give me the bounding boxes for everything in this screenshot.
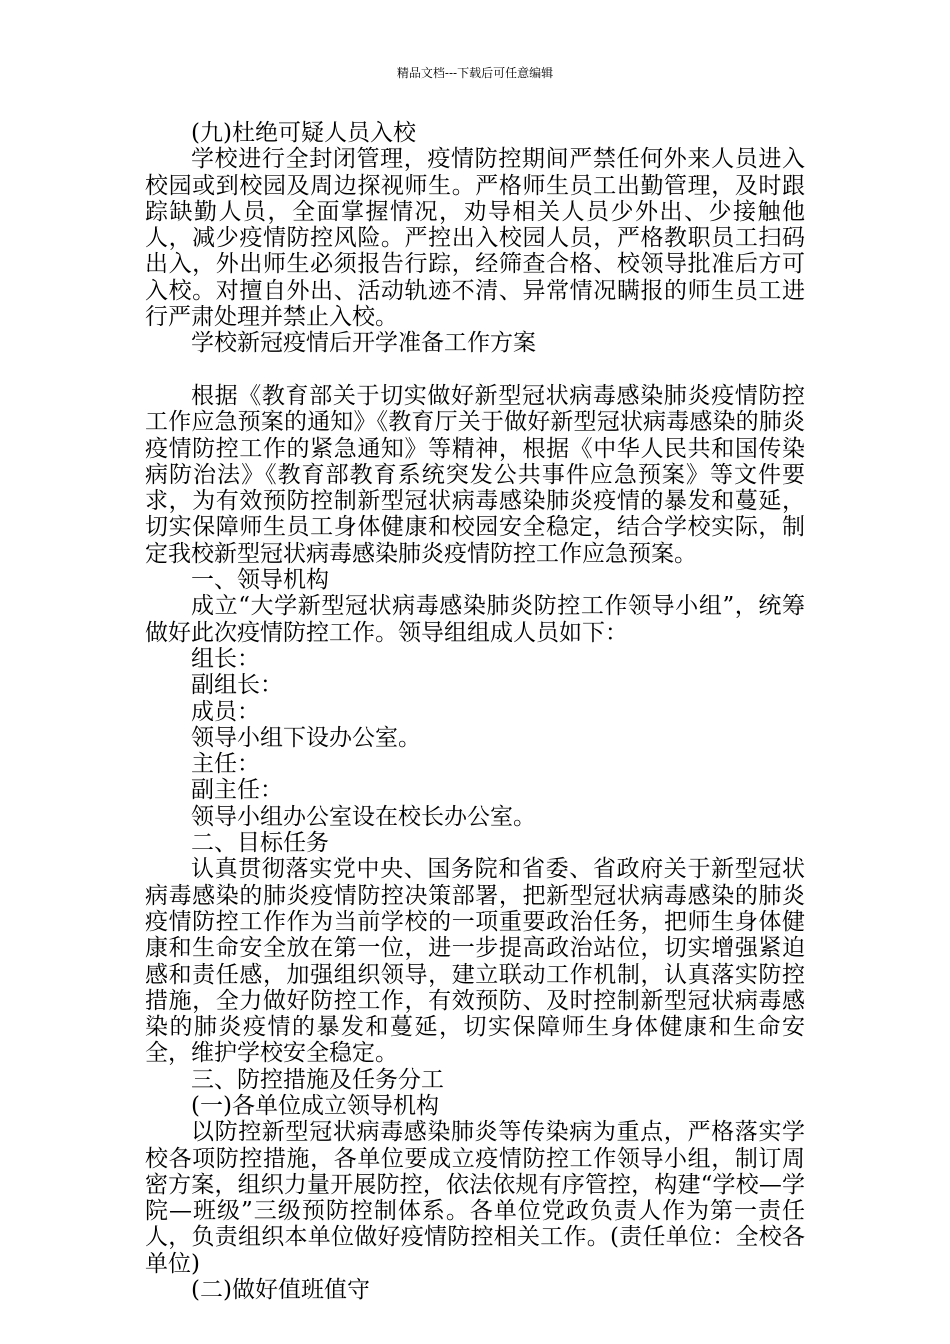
list-item: 成员： (191, 698, 260, 725)
section-heading: 一、领导机构 (191, 567, 329, 594)
list-item: 组长： (191, 645, 260, 672)
page-header: 精品文档---下载后可任意编辑 (396, 66, 554, 80)
list-item: 主任： (191, 751, 260, 778)
subsection-heading: (一)各单位成立领导机构 (191, 1092, 439, 1119)
list-item: 领导小组下设办公室。 (191, 724, 421, 751)
body-paragraph: 以防控新型冠状病毒感染肺炎等传染病为重点，严格落实学校各项防控措施，各单位要成立疫情防控工作领导小组，制订周密方案，组织力量开展防控，依法依规有序管控，构建“学校—学院—班级”三级预防控制体系。各单位党政负责人作为第一责任人，负责组织本单位做好疫情防控相关工作。(责任单位：全校各单位) (145, 1119, 805, 1277)
body-paragraph: 认真贯彻落实党中央、国务院和省委、省政府关于新型冠状病毒感染的肺炎疫情防控决策部署，把新型冠状病毒感染的肺炎疫情防控工作作为当前学校的一项重要政治任务，把师生身体健康和生命安全放在第一位，进一步提高政治站位，切实增强紧迫感和责任感，加强组织领导，建立联动工作机制，认真落实防控措施，全力做好防控工作，有效预防、及时控制新型冠状病毒感染的肺炎疫情的暴发和蔓延，切实保障师生身体健康和生命安全，维护学校安全稳定。 (145, 856, 805, 1067)
document-title: 学校新冠疫情后开学准备工作方案 (191, 330, 536, 357)
section-heading: 二、目标任务 (191, 830, 329, 857)
body-paragraph: 学校进行全封闭管理，疫情防控期间严禁任何外来人员进入校园或到校园及周边探视师生。严格师生员工出勤管理，及时跟踪缺勤人员，全面掌握情况，劝导相关人员少外出、少接触他人，减少疫情防控风险。严控出入校园人员，严格教职员工扫码出入，外出师生必须报告行踪，经筛查合格、校领导批准后方可入校。对擅自外出、活动轨迹不清、异常情况瞒报的师生员工进行严肃处理并禁止入校。 (145, 146, 805, 331)
blank-line (145, 357, 805, 383)
section-heading: 三、防控措施及任务分工 (191, 1066, 444, 1093)
document-body (145, 120, 805, 1303)
list-item: 领导小组办公室设在校长办公室。 (191, 803, 536, 830)
subsection-heading: (二)做好值班值守 (191, 1277, 370, 1304)
section-heading: (九)杜绝可疑人员入校 (191, 120, 416, 146)
list-item: 副组长： (191, 672, 283, 699)
body-paragraph: 成立“大学新型冠状病毒感染肺炎防控工作领导小组”，统筹做好此次疫情防控工作。领导组组成人员如下： (145, 593, 805, 646)
body-paragraph: 根据《教育部关于切实做好新型冠状病毒感染肺炎疫情防控工作应急预案的通知》《教育厅关于做好新型冠状病毒感染的肺炎疫情防控工作的紧急通知》等精神，根据《中华人民共和国传染病防治法》《教育部教育系统突发公共事件应急预案》等文件要求，为有效预防控制新型冠状病毒感染肺炎疫情的暴发和蔓延，切实保障师生员工身体健康和校园安全稳定，结合学校实际，制定我校新型冠状病毒感染肺炎疫情防控工作应急预案。 (145, 382, 805, 567)
list-item: 副主任： (191, 777, 283, 804)
